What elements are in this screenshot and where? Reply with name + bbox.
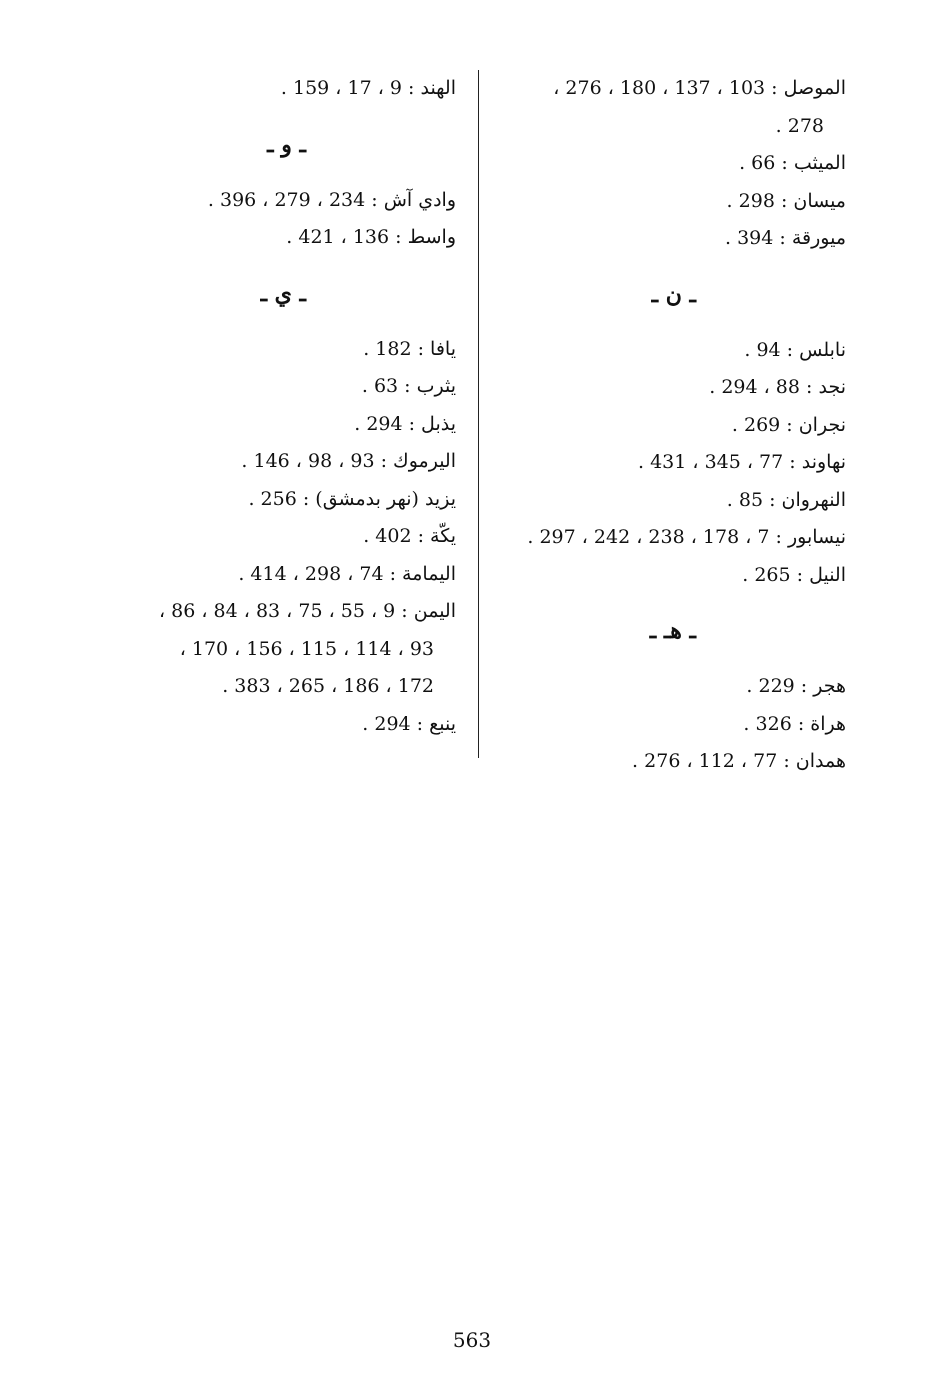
index-entry: النيل : 265 . xyxy=(742,563,846,586)
index-entry: وادي آش : 234 ، 279 ، 396 . xyxy=(207,188,456,211)
index-entry: نابلس : 94 . xyxy=(744,338,846,361)
index-column-left xyxy=(96,70,456,743)
index-entry-continuation: 93 ، 114 ، 115 ، 156 ، 170 ، xyxy=(179,637,434,660)
index-entry: ميورقة : 394 . xyxy=(724,227,846,249)
index-entry: همدان : 77 ، 112 ، 276 . xyxy=(632,750,846,772)
index-entry: يكّة : 402 . xyxy=(363,525,456,547)
index-entry: الهند : 9 ، 17 ، 159 . xyxy=(280,77,456,99)
index-entry: ينبع : 294 . xyxy=(362,712,456,735)
index-entry: اليمن : 9 ، 55 ، 75 ، 83 ، 84 ، 86 ، xyxy=(158,600,456,622)
index-entry: يثرب : 63 . xyxy=(361,375,456,397)
index-entry-continuation: 172 ، 186 ، 265 ، 383 . xyxy=(222,675,434,697)
index-entry: يافا : 182 . xyxy=(363,337,456,360)
index-entry: نجد : 88 ، 294 . xyxy=(709,376,846,398)
column-divider xyxy=(478,70,479,758)
index-entry-continuation: 278 . xyxy=(775,114,824,137)
index-entry: النهروان : 85 . xyxy=(726,488,846,511)
section-letter-heading: ـ و ـ xyxy=(267,131,306,158)
index-entry: الميثب : 66 . xyxy=(739,152,846,174)
section-letter-heading: ـ ي ـ xyxy=(260,280,306,307)
index-entry: نجران : 269 . xyxy=(731,413,846,436)
index-entry: يزيد (نهر بدمشق) : 256 . xyxy=(248,487,456,510)
index-entry: اليرموك : 93 ، 98 ، 146 . xyxy=(241,450,456,472)
index-entry: هجر : 229 . xyxy=(746,675,846,697)
index-column-right xyxy=(476,70,846,781)
index-entry: نيسابور : 7 ، 178 ، 238 ، 242 ، 297 . xyxy=(527,526,846,548)
index-entry: هراة : 326 . xyxy=(743,712,846,735)
index-entry: الموصل : 103 ، 137 ، 180 ، 276 ، xyxy=(553,77,846,99)
index-entry: يذبل : 294 . xyxy=(354,412,456,435)
section-letter-heading: ـ ن ـ xyxy=(651,281,696,308)
page-number: 563 xyxy=(452,1328,492,1352)
index-entry: نهاوند : 77 ، 345 ، 431 . xyxy=(637,451,846,473)
index-entry: واسط : 136 ، 421 . xyxy=(286,226,456,248)
section-letter-heading: ـ هـ ـ xyxy=(649,618,696,644)
index-entry: اليمامة : 74 ، 298 ، 414 . xyxy=(238,562,456,585)
index-entry: ميسان : 298 . xyxy=(726,189,846,212)
